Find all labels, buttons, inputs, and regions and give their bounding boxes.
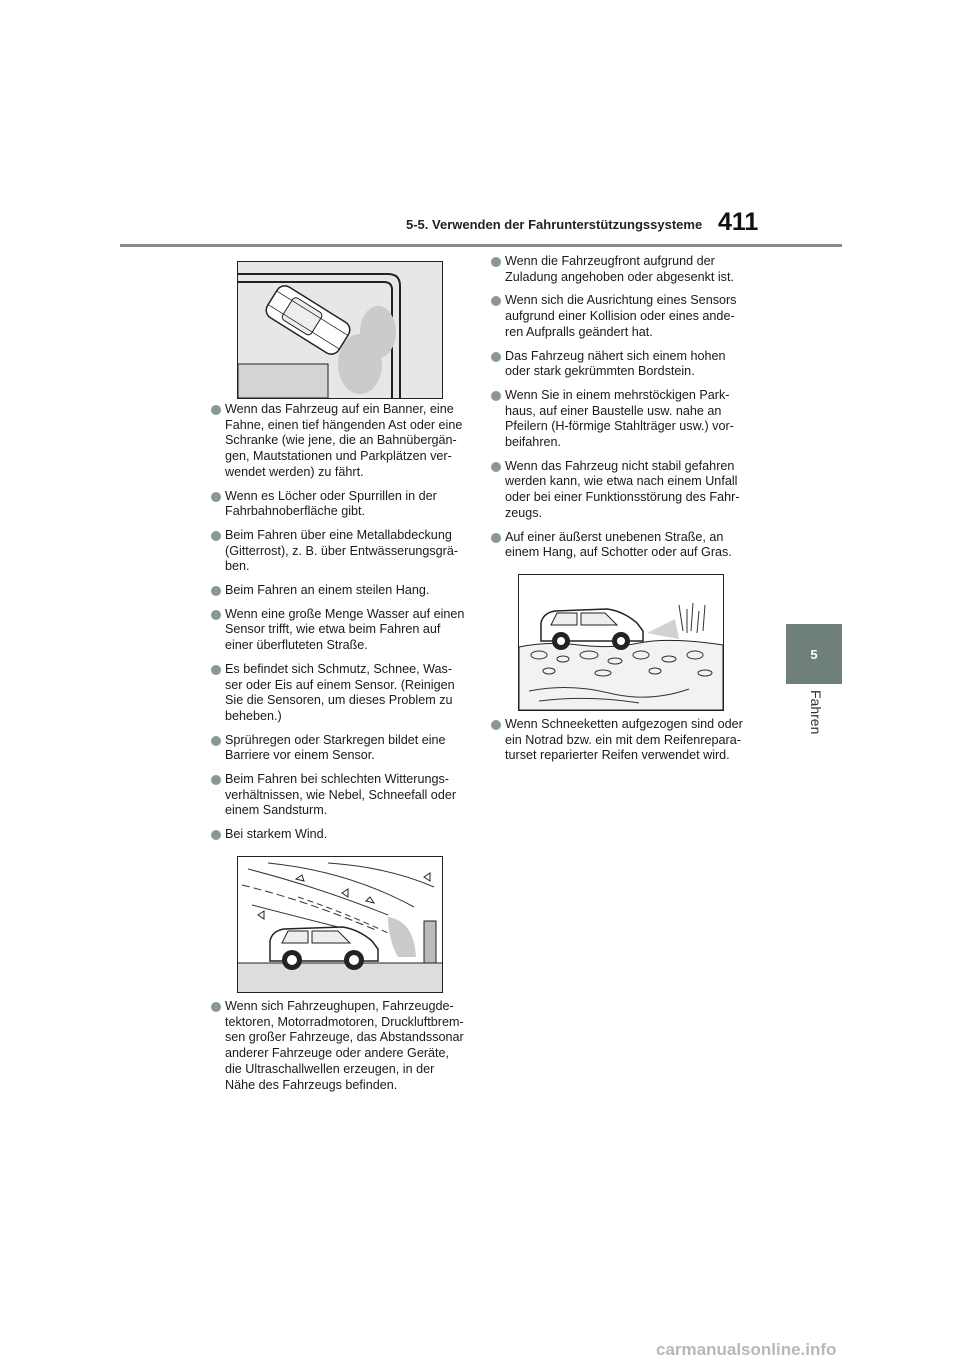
page-number: 411 (718, 208, 759, 236)
list-item: Bei starkem Wind. (211, 827, 467, 843)
header-divider (120, 244, 842, 247)
bullet-icon (491, 720, 501, 730)
bullet-icon (211, 830, 221, 840)
bullet-icon (211, 1002, 221, 1012)
parking-corner-illustration (238, 262, 442, 398)
list-item: Wenn die Fahrzeugfront aufgrund der Zuladung angehoben oder abgesenkt ist. (491, 254, 747, 285)
bullet-icon (491, 391, 501, 401)
list-item: Wenn Sie in einem mehrstöckigen Park- haus, auf einer Baustelle usw. nahe an Pfeilern (H-förmige Stahlträger usw.) vor- beifahren. (491, 388, 747, 451)
bullet-icon (211, 610, 221, 620)
figure-strong-wind (237, 856, 443, 993)
list-item: Sprühregen oder Starkregen bildet eine Barriere vor einem Sensor. (211, 733, 467, 764)
list-item: Wenn das Fahrzeug nicht stabil gefahren werden kann, wie etwa nach einem Unfall oder bei einer Funktionsstörung des Fahr- zeugs. (491, 459, 747, 522)
list-item: Beim Fahren über eine Metallabdeckung (Gitterrost), z. B. über Entwässerungsgrä- ben. (211, 528, 467, 575)
watermark: carmanualsonline.info (656, 1340, 837, 1359)
bullet-icon (491, 533, 501, 543)
figure-parking-corner (237, 261, 443, 399)
bullet-icon (211, 586, 221, 596)
right-column-lower (491, 717, 747, 772)
chapter-number: 5 (810, 646, 818, 662)
right-column (491, 254, 747, 569)
list-item: Wenn das Fahrzeug auf ein Banner, eine Fahne, einen tief hängenden Ast oder eine Schranke (wie jene, die an Bahnübergän- gen, Mautstationen und Parkplätzen ver- wendet werden) zu fährt. (211, 402, 467, 481)
figure-rough-road (518, 574, 724, 711)
bullet-icon (211, 405, 221, 415)
list-item: Auf einer äußerst unebenen Straße, an einem Hang, auf Schotter oder auf Gras. (491, 530, 747, 561)
list-item: Beim Fahren an einem steilen Hang. (211, 583, 467, 599)
left-column (211, 402, 467, 851)
section-title: 5-5. Verwenden der Fahrunterstützungssysteme (406, 217, 703, 232)
bullet-icon (491, 462, 501, 472)
bullet-icon (211, 492, 221, 502)
list-item: Beim Fahren bei schlechten Witterungs- verhältnissen, wie Nebel, Schneefall oder einem Sandsturm. (211, 772, 467, 819)
list-item: Wenn sich Fahrzeughupen, Fahrzeugde- tektoren, Motorradmotoren, Druckluftbrem- sen großer Fahrzeuge, das Abstandssonar anderer Fahrzeuge oder andere Geräte, die Ultraschallwellen erzeugen, in der Nähe des Fahrzeugs befinden. (211, 999, 467, 1093)
list-item: Wenn Schneeketten aufgezogen sind oder ein Notrad bzw. ein mit dem Reifenrepara- turset reparierter Reifen verwendet wird. (491, 717, 747, 764)
list-item: Wenn es Löcher oder Spurrillen in der Fahrbahnoberfläche gibt. (211, 489, 467, 520)
strong-wind-illustration (238, 857, 442, 992)
left-column-lower (211, 999, 467, 1101)
list-item: Es befindet sich Schmutz, Schnee, Was- ser oder Eis auf einem Sensor. (Reinigen Sie die Sensoren, um dieses Problem zu beheben.) (211, 662, 467, 725)
bullet-icon (211, 736, 221, 746)
bullet-icon (211, 665, 221, 675)
list-item: Wenn sich die Ausrichtung eines Sensors aufgrund einer Kollision oder eines ande- ren Aufpralls geändert hat. (491, 293, 747, 340)
list-item: Wenn eine große Menge Wasser auf einen Sensor trifft, wie etwa beim Fahren auf einer überfluteten Straße. (211, 607, 467, 654)
list-item: Das Fahrzeug nähert sich einem hohen oder stark gekrümmten Bordstein. (491, 349, 747, 380)
chapter-label: Fahren (808, 690, 824, 735)
rough-road-illustration (519, 575, 723, 710)
bullet-icon (211, 531, 221, 541)
bullet-icon (491, 296, 501, 306)
chapter-tab[interactable] (786, 624, 842, 684)
bullet-icon (491, 352, 501, 362)
bullet-icon (491, 257, 501, 267)
bullet-icon (211, 775, 221, 785)
